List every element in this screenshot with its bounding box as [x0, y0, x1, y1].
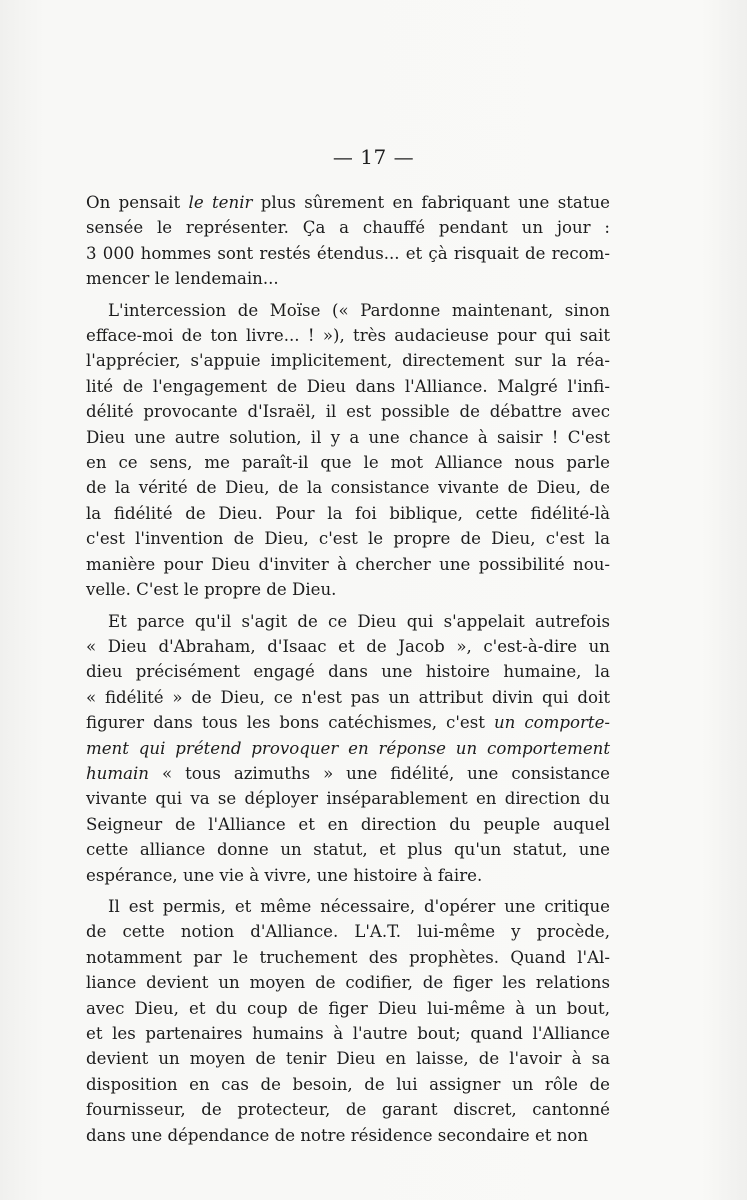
text-segment: vivante qui va se déployer inséparablement en direction du: [86, 789, 610, 809]
text-segment: délité provocante d'Israël, il est possible de débattre avec: [86, 402, 610, 422]
text-line: [86, 812, 610, 837]
text-line: [86, 215, 610, 240]
text-line: [86, 399, 610, 424]
text-segment: Dieu une autre solution, il y a une chance à saisir ! C'est: [86, 427, 610, 447]
text-segment: l'apprécier, s'appuie implicitement, directement sur la réa-: [86, 351, 610, 371]
text-segment: velle. C'est le propre de Dieu.: [86, 580, 337, 600]
text-segment: plus sûrement en fabriquant une statue: [252, 193, 610, 212]
text-segment: de cette notion d'Alliance. L'A.T. lui-même y procède,: [86, 922, 610, 942]
italic-segment: ment qui prétend provoquer en réponse un comportement: [86, 738, 610, 758]
text-line: [86, 374, 610, 399]
text-segment: « Dieu d'Abraham, d'Isaac et de Jacob », c'est-à-dire un: [86, 636, 610, 656]
paragraph: [86, 298, 610, 603]
italic-segment: un comporte-: [493, 713, 610, 733]
text-segment: de la vérité de Dieu, de la consistance vivante de Dieu, de: [86, 478, 610, 498]
text-segment: dans une dépendance de notre résidence secondaire et non: [86, 1125, 589, 1145]
text-segment: dieu précisément engagé dans une histoire humaine, la: [86, 662, 610, 682]
text-line: [86, 685, 610, 710]
text-line: [86, 970, 610, 995]
text-line: [86, 1046, 610, 1071]
text-line: [86, 945, 610, 970]
text-segment: disposition en cas de besoin, de lui assigner un rôle de: [86, 1074, 610, 1094]
text-segment: mencer le lendemain...: [86, 269, 279, 289]
text-segment: manière pour Dieu d'inviter à chercher une possibilité nou-: [86, 554, 610, 574]
text-line: [86, 450, 610, 475]
text-line: [86, 298, 610, 323]
paragraph: [86, 609, 610, 888]
italic-segment: le tenir: [188, 193, 253, 212]
text-line: [86, 710, 610, 735]
text-line: [86, 919, 610, 944]
text-segment: lité de l'engagement de Dieu dans l'Alliance. Malgré l'infi-: [86, 376, 610, 396]
text-line: [86, 736, 610, 761]
text-segment: « tous azimuths » une fidélité, une consistance: [149, 763, 610, 783]
text-segment: espérance, une vie à vivre, une histoire à faire.: [86, 865, 483, 885]
text-line: [86, 837, 610, 862]
text-line: [86, 1123, 610, 1148]
text-line: [86, 786, 610, 811]
text-segment: L'intercession de Moïse (« Pardonne maintenant, sinon: [108, 300, 610, 320]
text-line: [86, 894, 610, 919]
text-segment: Et parce qu'il s'agit de ce Dieu qui s'appelait autrefois: [108, 611, 610, 631]
text-segment: en ce sens, me paraît-il que le mot Alliance nous parle: [86, 453, 610, 473]
body-text: [86, 190, 610, 1154]
text-line: [86, 323, 610, 348]
paragraph: [86, 190, 610, 292]
text-line: [86, 552, 610, 577]
text-segment: Il est permis, et même nécessaire, d'opérer une critique: [108, 896, 610, 916]
text-segment: notamment par le truchement des prophètes. Quand l'Al-: [86, 947, 610, 967]
text-line: [86, 348, 610, 373]
text-line: [86, 1021, 610, 1046]
text-segment: avec Dieu, et du coup de figer Dieu lui-même à un bout,: [86, 998, 610, 1018]
text-segment: liance devient un moyen de codifier, de figer les relations: [86, 973, 610, 993]
paragraph: [86, 894, 610, 1148]
text-line: [86, 577, 610, 602]
text-line: [86, 634, 610, 659]
text-line: [86, 501, 610, 526]
text-segment: On pensait: [86, 193, 189, 212]
text-line: [86, 659, 610, 684]
text-line: [86, 996, 610, 1021]
text-segment: et les partenaires humains à l'autre bout; quand l'Alliance: [86, 1024, 610, 1043]
text-line: [86, 425, 610, 450]
text-line: [86, 266, 610, 291]
text-line: [86, 475, 610, 500]
text-line: [86, 1072, 610, 1097]
text-line: [86, 609, 610, 634]
text-line: [86, 526, 610, 551]
text-segment: « fidélité » de Dieu, ce n'est pas un attribut divin qui doit: [86, 687, 610, 707]
text-line: [86, 241, 610, 266]
text-segment: fournisseur, de protecteur, de garant discret, cantonné: [86, 1100, 610, 1120]
text-segment: Seigneur de l'Alliance et en direction du peuple auquel: [86, 814, 610, 834]
text-segment: la fidélité de Dieu. Pour la foi biblique, cette fidélité-là: [86, 503, 610, 523]
text-segment: c'est l'invention de Dieu, c'est le propre de Dieu, c'est la: [86, 529, 610, 549]
text-segment: cette alliance donne un statut, et plus qu'un statut, une: [86, 840, 610, 860]
text-segment: figurer dans tous les bons catéchismes, c'est: [86, 713, 494, 733]
text-segment: efface-moi de ton livre... ! »), très audacieuse pour qui sait: [86, 326, 610, 346]
text-segment: 3 000 hommes sont restés étendus... et çà risquait de recom-: [86, 243, 610, 263]
text-line: [86, 190, 610, 215]
italic-segment: humain: [86, 763, 149, 783]
text-line: [86, 761, 610, 786]
text-line: [86, 863, 610, 888]
text-line: [86, 1097, 610, 1122]
page-number: — 17 —: [332, 145, 415, 169]
text-segment: sensée le représenter. Ça a chauffé pendant un jour :: [86, 218, 610, 238]
text-segment: devient un moyen de tenir Dieu en laisse, de l'avoir à sa: [86, 1049, 610, 1069]
